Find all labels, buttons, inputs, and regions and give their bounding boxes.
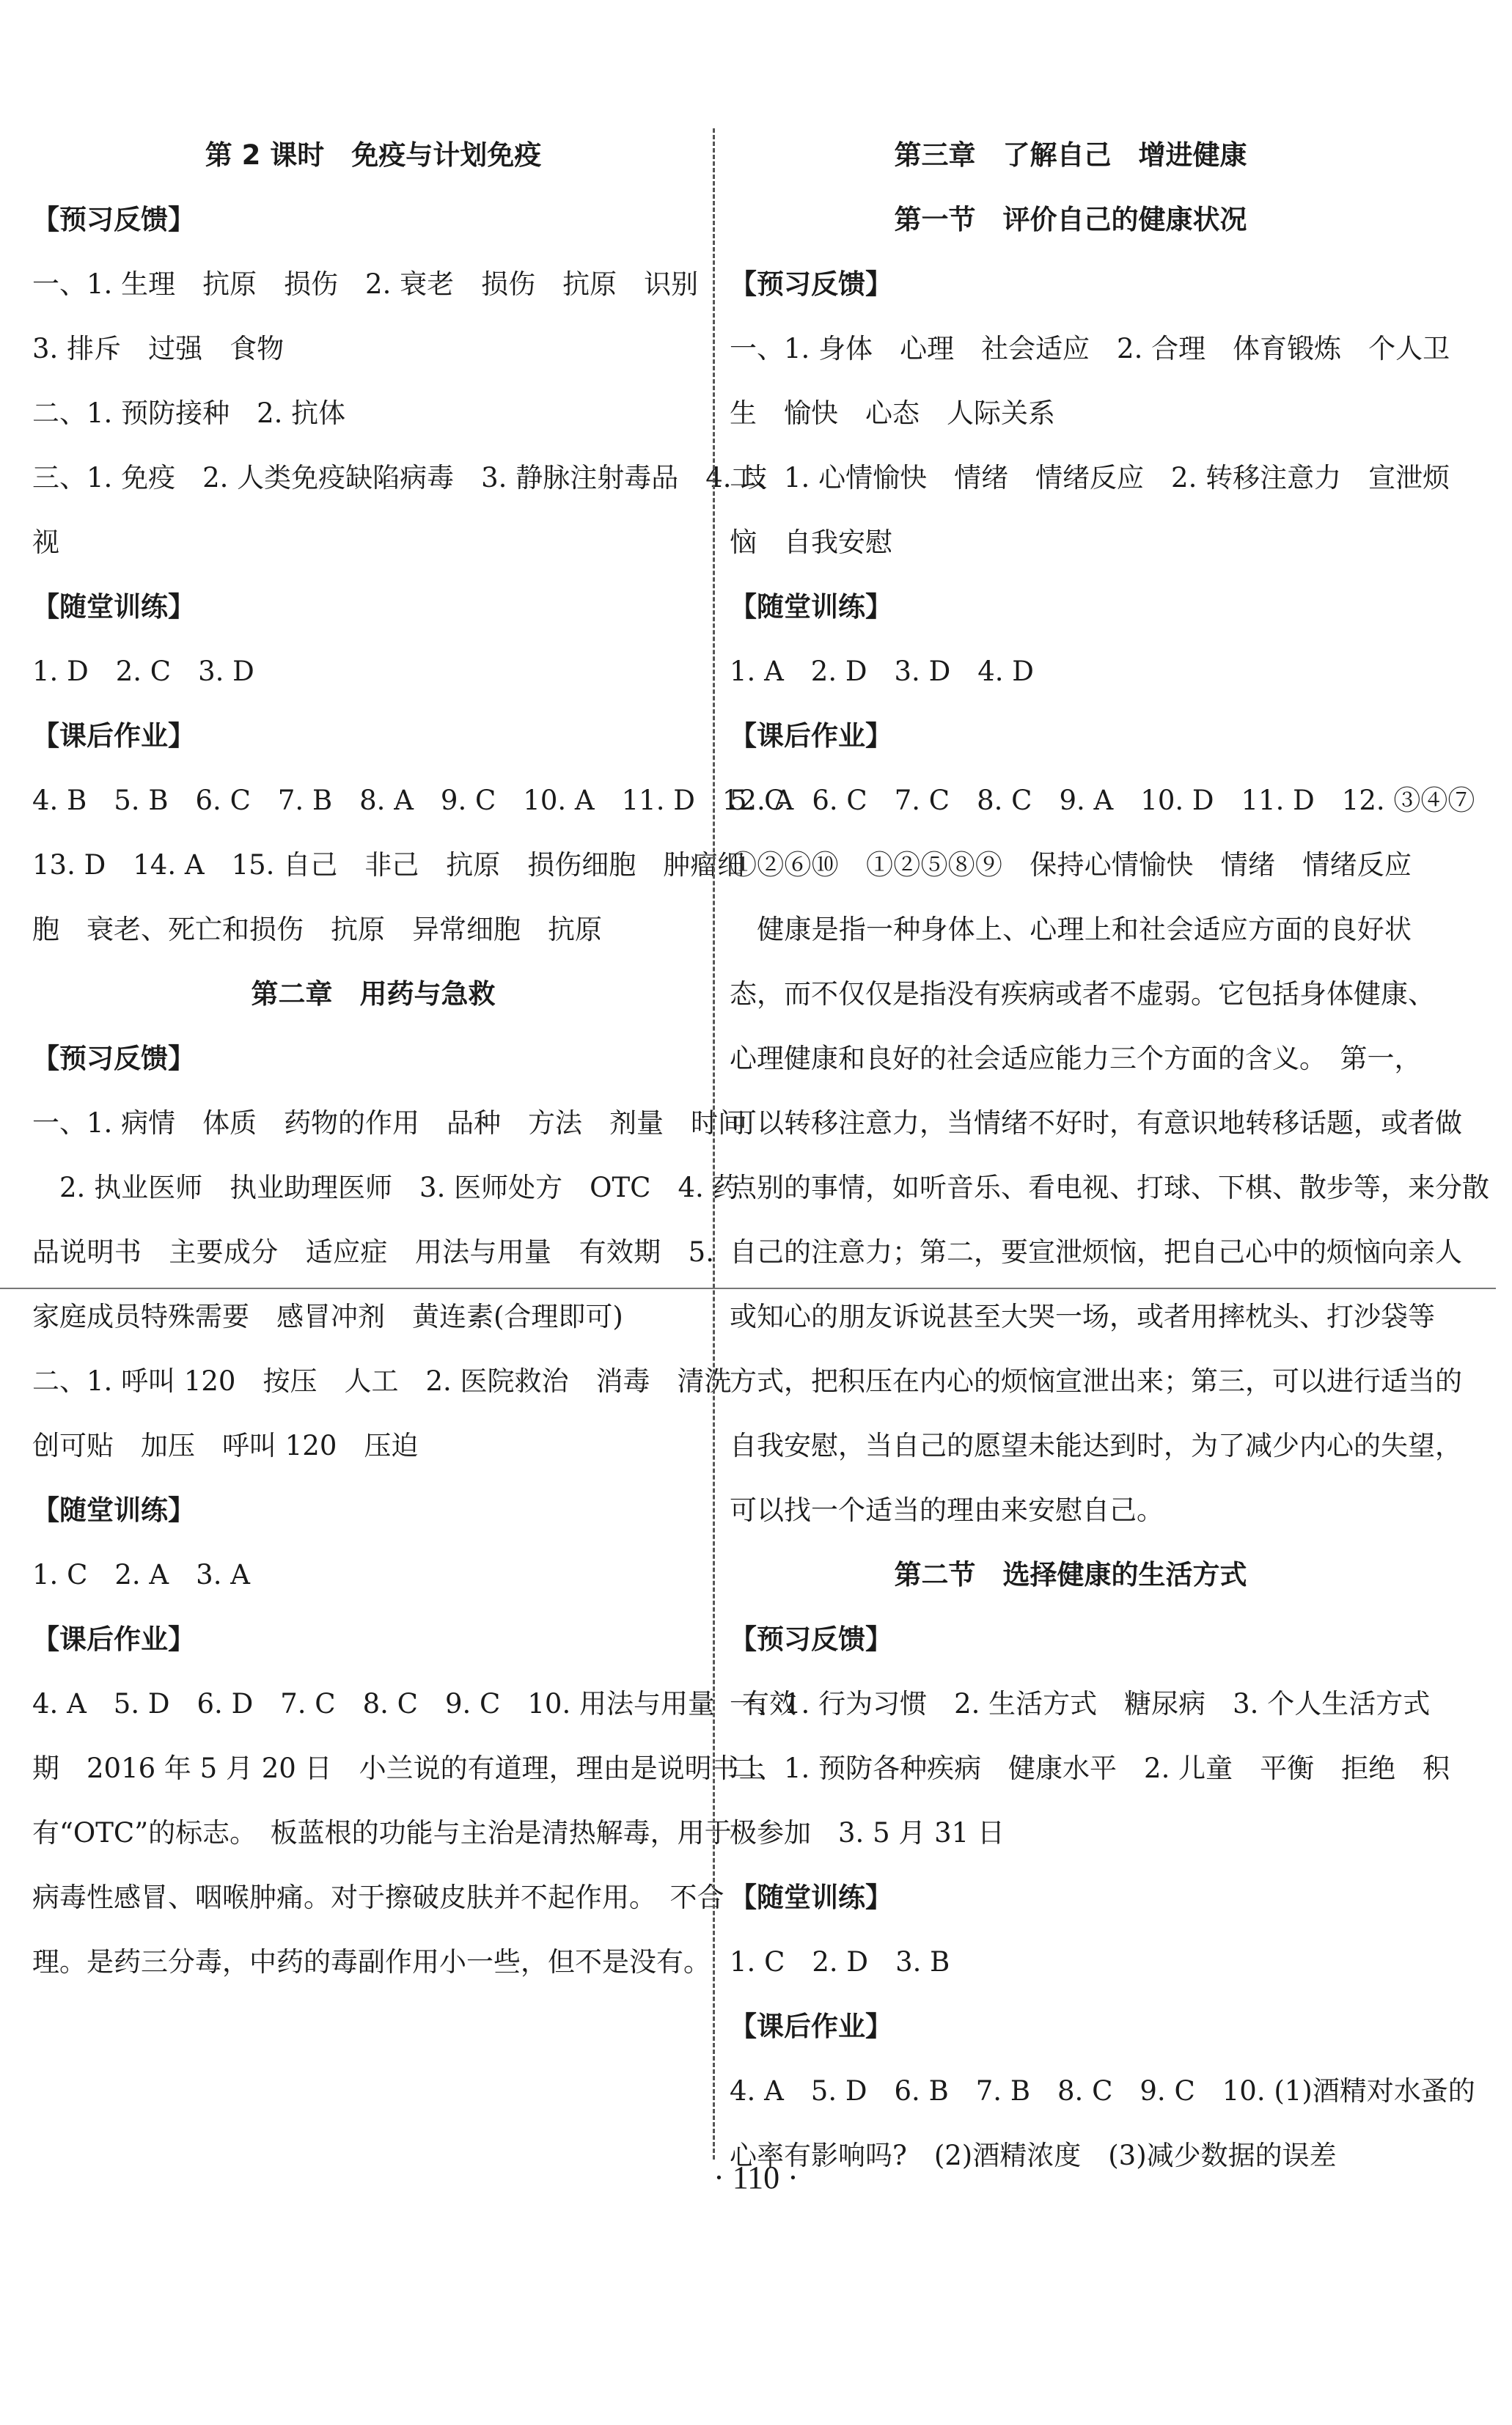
answer-line: 心理健康和良好的社会适应能力三个方面的含义。 第一， xyxy=(730,1043,1422,1074)
answer-line: 4. B 5. B 6. C 7. B 8. A 9. C 10. A 11. D 12. A xyxy=(32,785,794,816)
section-label: 【预习反馈】 xyxy=(730,268,892,300)
answer-line: 二、1. 预防各种疾病 健康水平 2. 儿童 平衡 拒绝 积 xyxy=(730,1753,1450,1784)
answer-line: 点别的事情，如听音乐、看电视、打球、下棋、散步等，来分散 xyxy=(730,1172,1489,1203)
section-label: 【预习反馈】 xyxy=(32,204,195,235)
section-label: 【随堂训练】 xyxy=(32,591,195,623)
answer-line: 家庭成员特殊需要 感冒冲剂 黄连素(合理即可) xyxy=(32,1301,623,1332)
section-label: 【预习反馈】 xyxy=(730,1624,892,1655)
answer-line: 创可贴 加压 呼叫 120 压迫 xyxy=(32,1430,419,1461)
section-label: 【课后作业】 xyxy=(730,2011,892,2042)
answer-line: 一、1. 身体 心理 社会适应 2. 合理 体育锻炼 个人卫 xyxy=(730,333,1450,364)
answer-line: 1. D 2. C 3. D xyxy=(32,656,254,687)
page-number: · 110 · xyxy=(713,2160,799,2195)
answer-line: 视 xyxy=(32,527,59,558)
answer-line: 健康是指一种身体上、心理上和社会适应方面的良好状 xyxy=(730,914,1412,945)
answer-line: 1. C 2. D 3. B xyxy=(730,1946,950,1978)
answer-line: 二、1. 心情愉快 情绪 情绪反应 2. 转移注意力 宣泄烦 xyxy=(730,462,1450,494)
answer-line: 二、1. 预防接种 2. 抗体 xyxy=(32,397,346,429)
answer-line: 态，而不仅仅是指没有疾病或者不虚弱。它包括身体健康、 xyxy=(730,978,1435,1010)
answer-line: 有“OTC”的标志。 板蓝根的功能与主治是清热解毒，用于 xyxy=(32,1817,732,1849)
answer-line: 生 愉快 心态 人际关系 xyxy=(730,397,1055,429)
answer-line: 三、1. 免疫 2. 人类免疫缺陷病毒 3. 静脉注射毒品 4. 歧 xyxy=(32,462,768,494)
answer-line: 1. A 2. D 3. D 4. D xyxy=(730,656,1034,687)
section-label: 【预习反馈】 xyxy=(32,1043,195,1074)
section-heading: 第二节 选择健康的生活方式 xyxy=(894,1559,1247,1591)
answer-line: ①②⑥⑩ ①②⑤⑧⑨ 保持心情愉快 情绪 情绪反应 xyxy=(730,849,1412,881)
answer-line: 病毒性感冒、咽喉肿痛。对于擦破皮肤并不起作用。 不合 xyxy=(32,1882,724,1913)
answer-line: 一、1. 病情 体质 药物的作用 品种 方法 剂量 时间 xyxy=(32,1107,746,1139)
answer-line: 自我安慰，当自己的愿望未能达到时，为了减少内心的失望， xyxy=(730,1430,1462,1461)
answer-line: 理。是药三分毒，中药的毒副作用小一些，但不是没有。 xyxy=(32,1946,711,1978)
section-heading: 第二章 用药与急救 xyxy=(251,978,496,1010)
answer-line: 一、1. 生理 抗原 损伤 2. 衰老 损伤 抗原 识别 xyxy=(32,268,699,300)
answer-line: 自己的注意力；第二，要宣泄烦恼，把自己心中的烦恼向亲人 xyxy=(730,1236,1462,1268)
answer-line: 一、1. 行为习惯 2. 生活方式 糖尿病 3. 个人生活方式 xyxy=(730,1688,1431,1720)
section-label: 【课后作业】 xyxy=(32,1624,195,1655)
column-divider xyxy=(713,128,715,2160)
answer-line: 心率有影响吗? (2)酒精浓度 (3)减少数据的误差 xyxy=(730,2140,1337,2171)
answer-line: 5. C 6. C 7. C 8. C 9. A 10. D 11. D 12. ③④⑦ xyxy=(730,785,1475,816)
section-heading: 第一节 评价自己的健康状况 xyxy=(894,204,1247,235)
section-label: 【课后作业】 xyxy=(730,720,892,752)
answer-line: 3. 排斥 过强 食物 xyxy=(32,333,285,364)
answer-line: 2. 执业医师 执业助理医师 3. 医师处方 OTC 4. 药 xyxy=(32,1172,740,1203)
answer-line: 4. A 5. D 6. B 7. B 8. C 9. C 10. (1)酒精对水蚤的 xyxy=(730,2075,1475,2107)
answer-line: 可以找一个适当的理由来安慰自己。 xyxy=(730,1494,1164,1526)
section-heading: 第三章 了解自己 增进健康 xyxy=(894,139,1247,171)
answer-line: 期 2016 年 5 月 20 日 小兰说的有道理，理由是说明书上 xyxy=(32,1753,766,1784)
answer-line: 可以转移注意力，当情绪不好时，有意识地转移话题，或者做 xyxy=(730,1107,1462,1139)
section-label: 【随堂训练】 xyxy=(730,591,892,623)
answer-line: 胞 衰老、死亡和损伤 抗原 异常细胞 抗原 xyxy=(32,914,602,945)
section-heading: 第 2 课时 免疫与计划免疫 xyxy=(205,139,542,171)
section-label: 【课后作业】 xyxy=(32,720,195,752)
left-column xyxy=(32,123,796,1995)
answer-line: 恼 自我安慰 xyxy=(730,527,892,558)
answer-line: 品说明书 主要成分 适应症 用法与用量 有效期 5. xyxy=(32,1236,714,1268)
right-column xyxy=(730,123,1489,2188)
answer-line: 4. A 5. D 6. D 7. C 8. C 9. C 10. 用法与用量 有效 xyxy=(32,1688,796,1720)
answer-line: 二、1. 呼叫 120 按压 人工 2. 医院救治 消毒 清洗 xyxy=(32,1365,732,1397)
answer-line: 或知心的朋友诉说甚至大哭一场，或者用摔枕头、打沙袋等 xyxy=(730,1301,1435,1332)
answer-line: 1. C 2. A 3. A xyxy=(32,1559,250,1591)
section-label: 【随堂训练】 xyxy=(32,1494,195,1526)
section-label: 【随堂训练】 xyxy=(730,1882,892,1913)
answer-line: 极参加 3. 5 月 31 日 xyxy=(730,1817,1005,1849)
answer-line: 方式，把积压在内心的烦恼宣泄出来；第三，可以进行适当的 xyxy=(730,1365,1462,1397)
answer-line: 13. D 14. A 15. 自己 非己 抗原 损伤细胞 肿瘤细 xyxy=(32,849,745,881)
